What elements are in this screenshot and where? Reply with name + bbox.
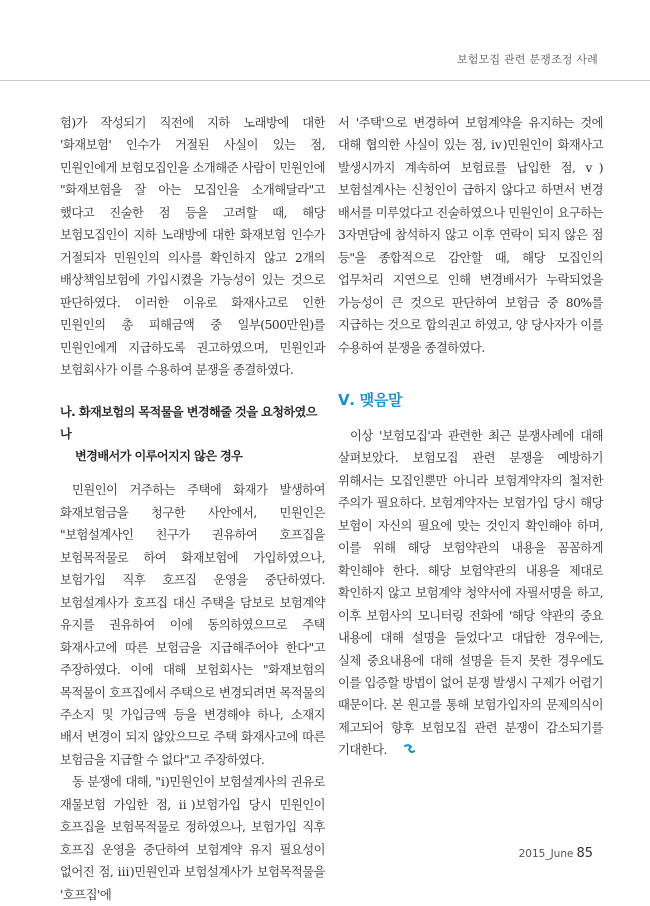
- page-number: 85: [576, 846, 593, 861]
- header-rule: [0, 80, 650, 81]
- right-paragraph-2: [338, 425, 603, 762]
- left-paragraph-3: 동 분쟁에 대해, "ⅰ)민원인이 보험설계사의 권유로 재물보험 가입한 점, ⅱ)보험가입 당시 민원인이 호프집을 보험목적물로 정하였으나, 보험가입 직후 호프집 운영을 중단하여 보험계약 유지 필요성이 없어진 점, ⅲ)민원인과 보험설계사가 보험목적물을 '호프집'에: [60, 775, 325, 902]
- issue-label: 2015_June: [518, 848, 574, 860]
- left-paragraph-2: 민원인이 거주하는 주택에 화재가 발생하여 화재보험금을 청구한 사안에서, 민원인은 "보험설계사인 친구가 권유하여 호프집을 보험목적물로 하여 화재보험에 가입하였으나, 보험가입 직후 호프집 운영을 중단하였다. 보험설계사가 호프집 대신 주택을 담보로 보험계약 유지를 권유하여 이에 동의하였으므로 주택 화재사고에 따른 보험금을 지급해주어야 한다"고 주장하였다. 이에 대해 보험회사는 "화재보험의 목적물이 호프집에서 주택으로 변경되려면 목적물의 주소지 및 가입금액 등을 변경해야 하나, 소재지 배서 변경이 되지 않았으므로 주택 화재사고에 따른 보험금을 지급할 수 없다"고 주장하였다.: [60, 483, 325, 767]
- subsection-heading: [60, 401, 325, 467]
- section-title: Ⅴ. 맺음말: [338, 390, 403, 409]
- right-paragraph-1: 서 '주택'으로 변경하여 보험계약을 유지하는 것에 대해 협의한 사실이 있는 점, ⅳ)민원인이 화재사고 발생시까지 계속하여 보험료를 납입한 점, ⅴ)보험설계사는 신청인이 급하지 않다고 하면서 변경 배서를 미루었다고 진술하였으나 민원인이 요구하는 3자면담에 참석하지 않고 이후 연락이 되지 않은 점 등"을 종합적으로 감안할 때, 해당 모집인의 업무처리 지연으로 인해 변경배서가 누락되었을 가능성이 큰 것으로 판단하여 보험금 중 80%를 지급하는 것으로 합의권고 하였고, 양 당사자가 이를 수용하여 분쟁을 종결하였다.: [338, 116, 603, 355]
- end-mark-icon: [391, 740, 415, 762]
- subsection-heading-line-2: 변경배서가 이루어지지 않은 경우: [75, 449, 243, 464]
- left-column: [60, 112, 325, 906]
- subsection-heading-line-1: 나. 화재보험의 목적물을 변경해줄 것을 요청하였으나: [60, 405, 317, 442]
- page-footer: [519, 846, 593, 861]
- left-paragraph-1: 험)가 작성되기 직전에 지하 노래방에 대한 '화재보험' 인수가 거절된 사실이 있는 점, 민원인에게 보험모집인을 소개해준 사람이 민원인에 "화재보험을 잘 아는 모집인을 소개해달라"고 했다고 진술한 점 등을 고려할 때, 해당 보험모집인이 지하 노래방에 대한 화재보험 인수가 거절되자 민원인의 의사를 확인하지 않고 2개의 배상책임보험에 가입시켰을 가능성이 있는 것으로 판단하였다. 이러한 이유로 화재사고로 인한 민원인의 총 피해금액 중 일부(500만원)를 민원인에게 지급하도록 권고하였으며, 민원인과 보험회사가 이를 수용하여 분쟁을 종결하였다.: [60, 116, 325, 377]
- running-head: 보험모집 관련 분쟁조정 사례: [456, 53, 598, 66]
- right-column: [338, 112, 603, 762]
- conclusion-text: 이상 '보험모집'과 관련한 최근 분쟁사례에 대해 살펴보았다. 보험모집 관련 분쟁을 예방하기 위해서는 모집인뿐만 아니라 보험계약자의 철저한 주의가 필요하다. 보험계약자는 보험가입 당시 해당 보험이 자신의 필요에 맞는 것인지 확인해야 하며, 이를 위해 해당 보험약관의 내용을 꼼꼼하게 확인해야 한다. 해당 보험약관의 내용을 제대로 확인하지 않고 보험계약 청약서에 자필서명을 하고, 이후 보험사의 모니터링 전화에 '해당 약관의 중요 내용에 대해 설명을 들었다'고 대답한 경우에는, 실제 중요내용에 대해 설명을 듣지 못한 경우에도 이를 입증할 방법이 없어 분쟁 발생시 구제가 어렵기 때문이다. 본 원고를 통해 보험가입자의 문제의식이 제고되어 향후 보험모집 관련 분쟁이 감소되기를 기대한다.: [338, 428, 603, 758]
